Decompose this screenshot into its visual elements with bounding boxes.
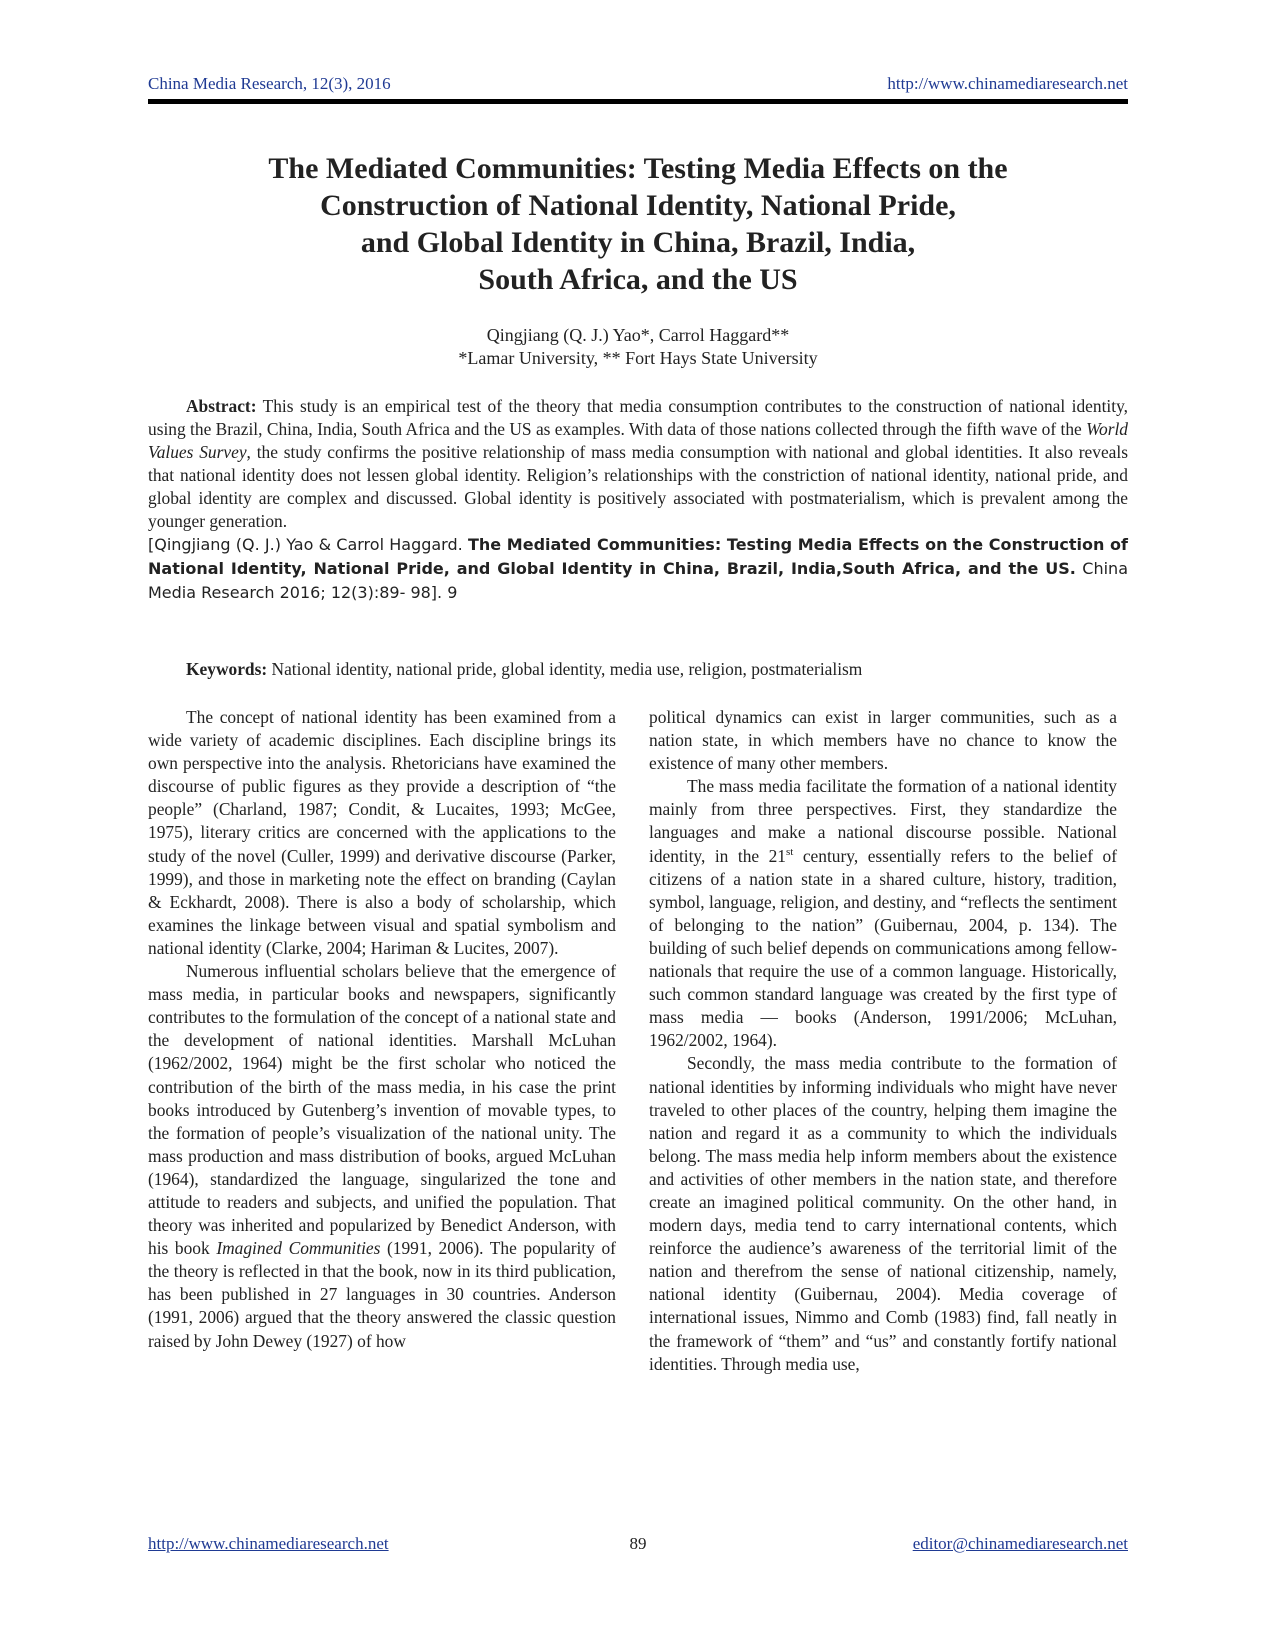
keywords-label: Keywords: <box>186 659 268 679</box>
journal-url-link[interactable]: http://www.chinamediaresearch.net <box>887 74 1128 93</box>
left-column <box>148 706 616 1353</box>
keywords-line <box>186 659 1128 680</box>
right-column <box>649 706 1117 1376</box>
body-paragraph: Secondly, the mass media contribute to the formation of national identities by informing individuals who might have never traveled to other places of the country, helping them imagine the nation and regard it as a community to which the individuals belong. The mass media help inform members about the existence and activities of other members in the nation state, and therefore create an imagined political community. On the other hand, in modern days, media tend to carry international contents, which reinforce the audience’s awareness of the territorial limit of the nation and therefrom the sense of national citizenship, namely, national identity (Guibernau, 2004). Media coverage of international issues, Nimmo and Comb (1983) find, fall neatly in the framework of “them” and “us” and constantly fortify national identities. Through media use, <box>649 1053 1117 1374</box>
body-paragraph: The concept of national identity has been examined from a wide variety of academic disciplines. Each discipline brings its own perspective into the analysis. Rhetoricians have examined the discourse of public figures as they provide a description of “the people” (Charland, 1987; Condit, & Lucaites, 1993; McGee, 1975), literary critics are concerned with the applications to the study of the novel (Culler, 1999) and derivative discourse (Parker, 1999), and those in marketing note the effect on branding (Caylan & Eckhardt, 2008). There is also a body of scholarship, which examines the linkage between visual and spatial symbolism and national identity (Clarke, 2004; Hariman & Lucites, 2007). <box>148 707 616 958</box>
journal-citation: China Media Research, 12(3), 2016 <box>148 74 391 93</box>
body-paragraph: The mass media facilitate the formation of a national identity mainly from three perspectives. First, they standardize the languages and make a national discourse possible. National identity, in the 21st century, essentially refers to the belief of citizens of a nation state in a shared culture, history, tradition, symbol, language, religion, and destiny, and “reflects the sentiment of belonging to the nation” (Guibernau, 2004, p. 134). The building of such belief depends on communications among fellow-nationals that require the use of a common language. Historically, such common standard language was created by the first type of mass media — books (Anderson, 1991/2006; McLuhan, 1962/2002, 1964). <box>649 776 1117 1051</box>
title-line: The Mediated Communities: Testing Media Effects on the <box>268 152 1008 185</box>
author-names: Qingjiang (Q. J.) Yao*, Carrol Haggard** <box>486 325 790 345</box>
title-line: and Global Identity in China, Brazil, India, <box>360 226 916 259</box>
citation-block: [Qingjiang (Q. J.) Yao & Carrol Haggard. The Mediated Communities: Testing Media Effects on the Construction of National Identity, National Pride, and Global Identity in China, Brazil, India,South Africa, and the US. China Media Research 2016; 12(3):89- 98]. 9 <box>148 535 1128 602</box>
page-number: 89 <box>629 1534 647 1553</box>
footer-email-link[interactable]: editor@chinamediaresearch.net <box>912 1534 1128 1553</box>
survey-name: World Values Survey <box>148 419 1128 462</box>
footer-url-link[interactable]: http://www.chinamediaresearch.net <box>148 1534 389 1553</box>
running-header <box>148 74 1128 96</box>
abstract-label: Abstract: <box>186 396 257 416</box>
paper-title <box>148 150 1128 298</box>
title-line: South Africa, and the US <box>478 263 798 296</box>
keywords-text: National identity, national pride, global identity, media use, religion, postmaterialism <box>267 659 863 679</box>
abstract-text: Abstract: This study is an empirical test of the theory that media consumption contributes to the construction of national identity, using the Brazil, China, India, South Africa and the US as examples. With data of those nations collected through the fifth wave of the World Values Survey, the study confirms the positive relationship of mass media consumption with national and global identities. It also reveals that national identity does not lessen global identity. Religion’s relationships with the constriction of national identity, national pride, and global identity are complex and discussed. Global identity is positively associated with postmaterialism, which is prevalent among the younger generation. <box>148 396 1128 531</box>
title-line: Construction of National Identity, National Pride, <box>320 189 956 222</box>
page-footer <box>148 1534 1128 1558</box>
author-block <box>148 324 1128 370</box>
book-title: Imagined Communities <box>216 1238 381 1259</box>
abstract-section <box>148 395 1128 605</box>
author-affiliations: *Lamar University, ** Fort Hays State University <box>458 348 818 368</box>
body-paragraph: political dynamics can exist in larger communities, such as a nation state, in which members have no chance to know the existence of many other members. <box>649 707 1117 774</box>
body-paragraph: Numerous influential scholars believe that the emergence of mass media, in particular books and newspapers, significantly contributes to the formulation of the concept of a national state and the development of national identities. Marshall McLuhan (1962/2002, 1964) might be the first scholar who noticed the contribution of the birth of the mass media, in his case the print books introduced by Gutenberg’s invention of movable types, to the formation of people’s visualization of the national unity. The mass production and mass distribution of books, argued McLuhan (1964), standardized the language, singularized the tone and attitude to readers and subjects, and unified the population. That theory was inherited and popularized by Benedict Anderson, with his book Imagined Communities (1991, 2006). The popularity of the theory is reflected in that the book, now in its third publication, has been published in 27 languages in 30 countries. Anderson (1991, 2006) argued that the theory answered the classic question raised by John Dewey (1927) of how <box>148 961 616 1351</box>
header-rule <box>148 99 1128 104</box>
superscript: st <box>786 845 794 858</box>
citation-title: The Mediated Communities: Testing Media Effects on the Construction of National Identity, National Pride, and Global Identity in China, Brazil, India,South Africa, and the US. <box>148 535 1128 578</box>
